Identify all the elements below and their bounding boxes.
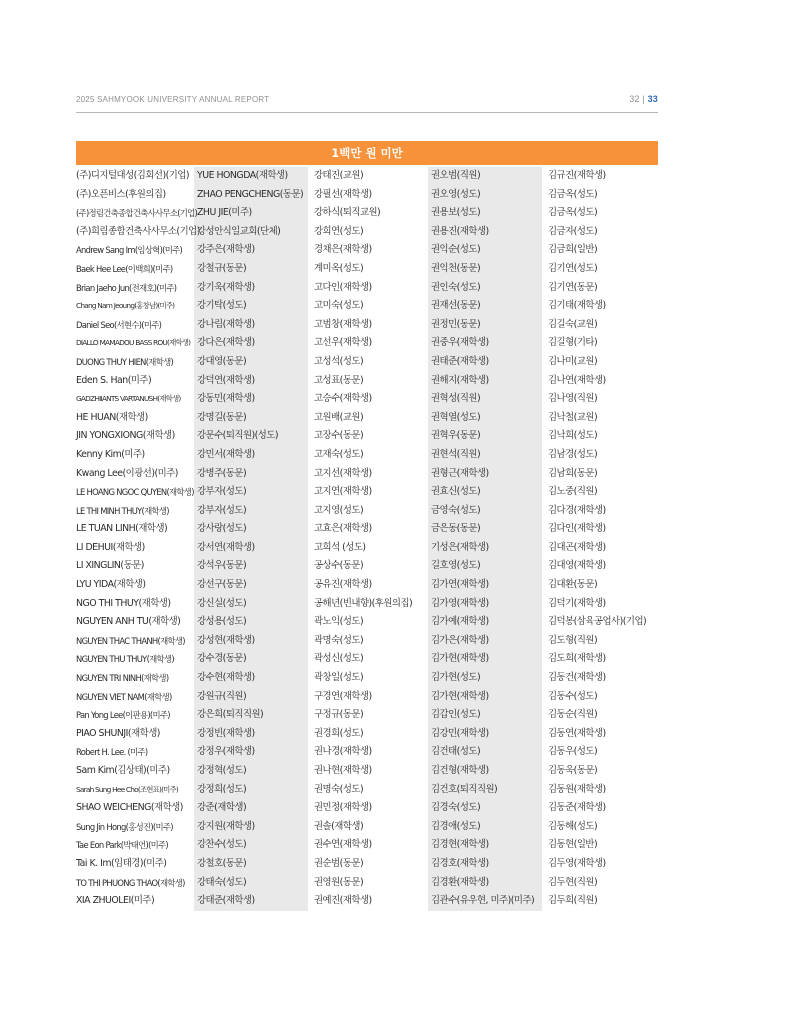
donor-name: 김갑인(성도) <box>431 709 481 721</box>
donor-name: 강철규(동문) <box>197 262 247 274</box>
donor-name: 고승수(재학생) <box>314 393 372 405</box>
donor-name: 곽창일(성도) <box>314 672 364 684</box>
donor-name: 권현석(직원) <box>431 448 481 460</box>
donor-name: Daniel Seo(서현수)(미주) <box>76 319 162 330</box>
donor-name: 김강민(재학생) <box>431 727 489 739</box>
donor-name: 김기연(동문) <box>548 281 598 293</box>
donor-name: 고선우(재학생) <box>314 337 372 349</box>
donor-name: DUONG THUY HIEN(재학생) <box>76 356 174 367</box>
donor-name: 권나경(재학생) <box>314 746 372 758</box>
donor-name: 고다인(재학생) <box>314 281 372 293</box>
donor-name: 김건형(재학생) <box>431 765 489 776</box>
donor-name: 강성용(성도) <box>197 616 247 628</box>
donor-name: 강동민(재학생) <box>197 393 255 405</box>
donor-name: 강명길(동문) <box>197 411 247 423</box>
donor-name: 강하식(퇴직교원) <box>314 207 381 219</box>
donor-name: (주)디지털대성(김회선)(기업) <box>76 170 190 181</box>
donor-name: 강부자(성도) <box>197 486 247 498</box>
donor-name: ZHU JIE(미주) <box>197 207 252 219</box>
donor-name: 김남경(성도) <box>548 448 598 460</box>
donor-name: ZHAO PENGCHENG(동문) <box>197 188 304 200</box>
donor-name: 권혁성(직원) <box>431 393 481 405</box>
donor-name: 권민정(재학생) <box>314 802 372 814</box>
donor-name: 강원규(직원) <box>197 690 247 702</box>
donor-name: 금영숙(성도) <box>431 504 481 516</box>
donor-name: 강성현(재학생) <box>197 634 255 646</box>
donor-name: 김도희(재학생) <box>548 653 606 665</box>
donor-name: LE THI MINH THUY(재학생) <box>76 505 169 516</box>
donor-name: 김두영(재학생) <box>548 857 606 869</box>
donor-name: 김동원(재학생) <box>548 783 606 795</box>
donor-name: 구경연(재학생) <box>314 690 372 702</box>
donor-name: 권익천(동문) <box>431 262 481 274</box>
donor-name: 김다경(재학생) <box>548 504 606 516</box>
donor-name: LE TUAN LINH(재학생) <box>76 523 168 535</box>
donor-name: 김길숙(교원) <box>548 318 598 330</box>
donor-name: 김동해(성도) <box>548 820 598 832</box>
donor-name: Sung Jin Hong(홍성진)(미주) <box>76 821 173 832</box>
donor-name: 권경희(성도) <box>314 727 364 739</box>
donor-name: 김기태(재학생) <box>548 300 606 312</box>
donor-name: 김노중(직원) <box>548 486 598 498</box>
page-number-right: 33 <box>647 94 658 104</box>
donor-name: 강수현(재학생) <box>197 672 255 684</box>
donor-name: 권재선(동문) <box>431 300 481 312</box>
donor-name: SHAO WEICHENG(재학생) <box>76 802 183 814</box>
donor-column-2 <box>197 167 303 911</box>
page-number-left: 32 <box>629 94 640 104</box>
donor-name: 김기연(성도) <box>548 262 598 274</box>
donor-name: 김동현(일반) <box>548 839 598 851</box>
donor-name: 강대영(동문) <box>197 355 247 367</box>
donor-name: 고희석 (성도) <box>314 541 366 553</box>
donor-name: 권혁우(동문) <box>431 430 481 442</box>
donor-name: PIAO SHUNJI(재학생) <box>76 727 160 739</box>
donor-name: NGUYEN THU THUY(재학생) <box>76 654 174 665</box>
donor-name: (주)정림건축종합건축사사무소(기업) <box>76 208 198 219</box>
donor-name: 권형근(재학생) <box>431 467 489 479</box>
donor-name: NGUYEN TRI NINH(재학생) <box>76 673 169 684</box>
donor-name: 권솔(재학생) <box>314 820 364 832</box>
donor-column-3 <box>314 167 412 911</box>
donor-name: 강정희(성도) <box>197 783 247 795</box>
donor-name: HE HUAN(재학생) <box>76 411 148 423</box>
donor-name: 고범창(재학생) <box>314 318 372 330</box>
donor-name: 강태진(교원) <box>314 170 364 181</box>
donor-name: 권익순(성도) <box>431 244 481 256</box>
donor-name: 곽노익(성도) <box>314 616 364 628</box>
donor-name: 강정우(재학생) <box>197 746 255 758</box>
donor-name: 길호영(성도) <box>431 560 481 572</box>
donor-table <box>76 167 658 911</box>
donor-name: 곽명숙(성도) <box>314 634 364 646</box>
donor-name: Sarah Sung Hee Cho(조현표)(미주) <box>76 784 178 794</box>
donor-name: 강지원(재학생) <box>197 820 255 832</box>
donor-name: 권인숙(성도) <box>431 281 481 293</box>
donor-name: 강덕연(재학생) <box>197 374 255 386</box>
donor-name: LI DEHUI(재학생) <box>76 541 145 553</box>
donor-name: 김금옥(성도) <box>548 207 598 219</box>
donor-name: 강문수(퇴직원)(성도) <box>197 430 279 442</box>
section-banner: 1백만 원 미만 <box>76 141 658 165</box>
donor-name: 권순범(동문) <box>314 857 364 869</box>
donor-name: 강정빈(재학생) <box>197 727 255 739</box>
donor-name: 김경숙(성도) <box>431 802 481 814</box>
page-separator: | <box>642 94 645 104</box>
donor-name: DIALLO MAMADOU BASS ROU(재학생) <box>76 338 191 348</box>
donor-name: 강민서(재학생) <box>197 448 255 460</box>
donor-name: LE HOANG NGOC QUYEN(재학생) <box>76 487 194 498</box>
donor-name: 강태숙(성도) <box>197 876 247 888</box>
donor-name: NGO THI THUY(재학생) <box>76 597 171 609</box>
donor-name: Brian Jaeho Jun(전재호)(미주) <box>76 282 177 293</box>
donor-name: 김나연(재학생) <box>548 374 606 386</box>
donor-name: YUE HONGDA(재학생) <box>197 170 288 181</box>
donor-name: 김금자(성도) <box>548 225 598 237</box>
donor-name: 강태준(재학생) <box>197 895 255 907</box>
donor-name: 계미옥(성도) <box>314 262 364 274</box>
donor-name: (주)오픈비스(후원의집) <box>76 188 166 200</box>
donor-name: 권오범(직원) <box>431 170 481 181</box>
donor-name: 강병주(동문) <box>197 467 247 479</box>
donor-name: 김규진(재학생) <box>548 170 606 181</box>
donor-name: 김동순(직원) <box>548 709 598 721</box>
donor-name: 공상수(동문) <box>314 560 364 572</box>
donor-name: 김대환(동문) <box>548 579 598 591</box>
donor-name: 김두희(직원) <box>548 895 598 907</box>
donor-name: 강기탁(성도) <box>197 300 247 312</box>
donor-name: Pan Yong Lee(이판용)(미주) <box>76 710 170 721</box>
donor-name: 고지영(성도) <box>314 504 364 516</box>
donor-name: (주)희림종합건축사사무소(기업) <box>76 225 200 237</box>
donor-name: 김두현(직원) <box>548 876 598 888</box>
donor-name: 고성표(동문) <box>314 374 364 386</box>
donor-name: 기성은(재학생) <box>431 541 489 553</box>
donor-column-4 <box>431 167 534 911</box>
donor-name: 김도형(직원) <box>548 634 598 646</box>
report-title: 2025 SAHMYOOK UNIVERSITY ANNUAL REPORT <box>76 95 270 104</box>
donor-name: 권해지(재학생) <box>431 374 489 386</box>
donor-name: 김경환(재학생) <box>431 876 489 888</box>
donor-name: 고지선(재학생) <box>314 467 372 479</box>
donor-name: 김관수(유우현, 미주)(미주) <box>431 895 535 907</box>
donor-name: 김낙희(성도) <box>548 430 598 442</box>
donor-name: 고장수(동문) <box>314 430 364 442</box>
donor-name: 강준(재학생) <box>197 802 247 814</box>
donor-name: 김가연(재학생) <box>431 579 489 591</box>
donor-name: 고미숙(성도) <box>314 300 364 312</box>
donor-name: 강다은(재학생) <box>197 337 255 349</box>
donor-name: Chang Nam Jeoung(홍창남)(미주) <box>76 301 175 311</box>
donor-name: 김가은(재학생) <box>431 634 489 646</box>
donor-name: 강사랑(성도) <box>197 523 247 535</box>
page-numbers <box>629 94 658 104</box>
donor-name: Sam Kim(김상태)(미주) <box>76 765 170 776</box>
donor-name: LI XINGLIN(동문) <box>76 560 144 572</box>
donor-name: NGUYEN ANH TU(재학생) <box>76 616 181 628</box>
donor-name: 김덕봉(삼육공업사)(기업) <box>548 616 647 628</box>
donor-name: 고원배(교원) <box>314 411 364 423</box>
donor-name: 고효은(재학생) <box>314 523 372 535</box>
donor-name: 김경애(성도) <box>431 820 481 832</box>
donor-name: 김건호(퇴직직원) <box>431 783 498 795</box>
donor-name: 강부자(성도) <box>197 504 247 516</box>
donor-name: 김동욱(동문) <box>548 765 598 776</box>
donor-name: 금은동(동문) <box>431 523 481 535</box>
donor-name: 강필선(재학생) <box>314 188 372 200</box>
donor-name: 고지연(재학생) <box>314 486 372 498</box>
donor-column-5 <box>548 167 646 911</box>
donor-name: 김금희(일반) <box>548 244 598 256</box>
donor-name: 김다인(재학생) <box>548 523 606 535</box>
donor-name: 김가현(성도) <box>431 672 481 684</box>
donor-name: 권정민(동문) <box>431 318 481 330</box>
donor-name: 김낙철(교원) <box>548 411 598 423</box>
donor-name: 김금옥(성도) <box>548 188 598 200</box>
donor-name: 권예진(재학생) <box>314 895 372 907</box>
donor-name: 김길형(기타) <box>548 337 598 349</box>
donor-name: 강나림(재학생) <box>197 318 255 330</box>
donor-name: 권영원(동문) <box>314 876 364 888</box>
donor-name: 곽성신(성도) <box>314 653 364 665</box>
donor-name: 김나영(직원) <box>548 393 598 405</box>
donor-name: 강수경(동문) <box>197 653 247 665</box>
donor-name: 권태준(재학생) <box>431 355 489 367</box>
donor-name: 권용진(재학생) <box>431 225 489 237</box>
donor-name: Robert H. Lee. (미주) <box>76 747 148 758</box>
donor-name: 김경현(재학생) <box>431 839 489 851</box>
donor-name: 강서연(재학생) <box>197 541 255 553</box>
donor-name: 권중우(재학생) <box>431 337 489 349</box>
donor-name: 강선구(동문) <box>197 579 247 591</box>
donor-name: Eden S. Han(미주) <box>76 374 152 386</box>
donor-name: 김대영(재학생) <box>548 560 606 572</box>
report-header <box>76 93 658 107</box>
donor-name: 강은희(퇴직직원) <box>197 709 264 721</box>
donor-name: 김동연(재학생) <box>548 727 606 739</box>
donor-name: 권나현(재학생) <box>314 765 372 776</box>
donor-name: Tai K. Im(임태경)(미주) <box>76 857 167 869</box>
donor-name: 경채은(재학생) <box>314 244 372 256</box>
donor-name: 권용보(성도) <box>431 207 481 219</box>
donor-name: 강기욱(재학생) <box>197 281 255 293</box>
donor-name: 김가현(재학생) <box>431 653 489 665</box>
donor-name: 공유진(재학생) <box>314 579 372 591</box>
donor-name: 김대곤(재학생) <box>548 541 606 553</box>
donor-name: 김가현(재학생) <box>431 690 489 702</box>
donor-name: 김동수(성도) <box>548 690 598 702</box>
donor-name: 강철호(동문) <box>197 857 247 869</box>
donor-name: JIN YONGXIONG(재학생) <box>76 430 175 442</box>
donor-name: 고성석(성도) <box>314 355 364 367</box>
donor-name: 권수연(재학생) <box>314 839 372 851</box>
donor-column-1 <box>76 167 200 911</box>
donor-name: LYU YIDA(재학생) <box>76 579 146 591</box>
donor-name: 구정규(동문) <box>314 709 364 721</box>
donor-name: 김가영(재학생) <box>431 597 489 609</box>
donor-name: TO THI PHUONG THAO(재학생) <box>76 877 185 888</box>
donor-name: 김가예(재학생) <box>431 616 489 628</box>
header-divider <box>76 112 658 113</box>
donor-name: 권효신(성도) <box>431 486 481 498</box>
donor-name: Andrew Sang Im(임상혁)(미주) <box>76 245 183 256</box>
donor-name: 고재숙(성도) <box>314 448 364 460</box>
donor-name: 김나미(교원) <box>548 355 598 367</box>
donor-name: 권오영(성도) <box>431 188 481 200</box>
donor-name: 강희연(성도) <box>314 225 364 237</box>
donor-name: 김경호(재학생) <box>431 857 489 869</box>
donor-name: NGUYEN VIET NAM(재학생) <box>76 691 172 702</box>
donor-name: 강찬수(성도) <box>197 839 247 851</box>
donor-name: 강정혁(성도) <box>197 765 247 776</box>
donor-name: Tae Eon Park(박태언)(미주) <box>76 840 168 851</box>
donor-name: 권혁열(성도) <box>431 411 481 423</box>
donor-name: XIA ZHUOLEI(미주) <box>76 895 155 907</box>
donor-name: 강성안식일교회(단체) <box>197 225 281 237</box>
donor-name: Baek Hee Lee(이백희)(미주) <box>76 263 173 274</box>
donor-name: NGUYEN THAC THANH(재학생) <box>76 635 185 646</box>
donor-name: 김동준(재학생) <box>548 802 606 814</box>
donor-name: Kenny Kim(미주) <box>76 448 145 460</box>
donor-name: 김남희(동문) <box>548 467 598 479</box>
donor-name: 김동건(재학생) <box>548 672 606 684</box>
donor-name: 김동우(성도) <box>548 746 598 758</box>
donor-name: Kwang Lee(이광선)(미주) <box>76 467 178 479</box>
donor-name: 강신실(성도) <box>197 597 247 609</box>
donor-name: 강주은(재학생) <box>197 244 255 256</box>
donor-name: GADZHIIANTS VARTANUSH(재학생) <box>76 394 181 404</box>
donor-name: 권명숙(성도) <box>314 783 364 795</box>
donor-name: 김건태(성도) <box>431 746 481 758</box>
donor-name: 공해년(빈내향)(후원의집) <box>314 597 413 609</box>
donor-name: 김덕기(재학생) <box>548 597 606 609</box>
donor-name: 강석우(동문) <box>197 560 247 572</box>
